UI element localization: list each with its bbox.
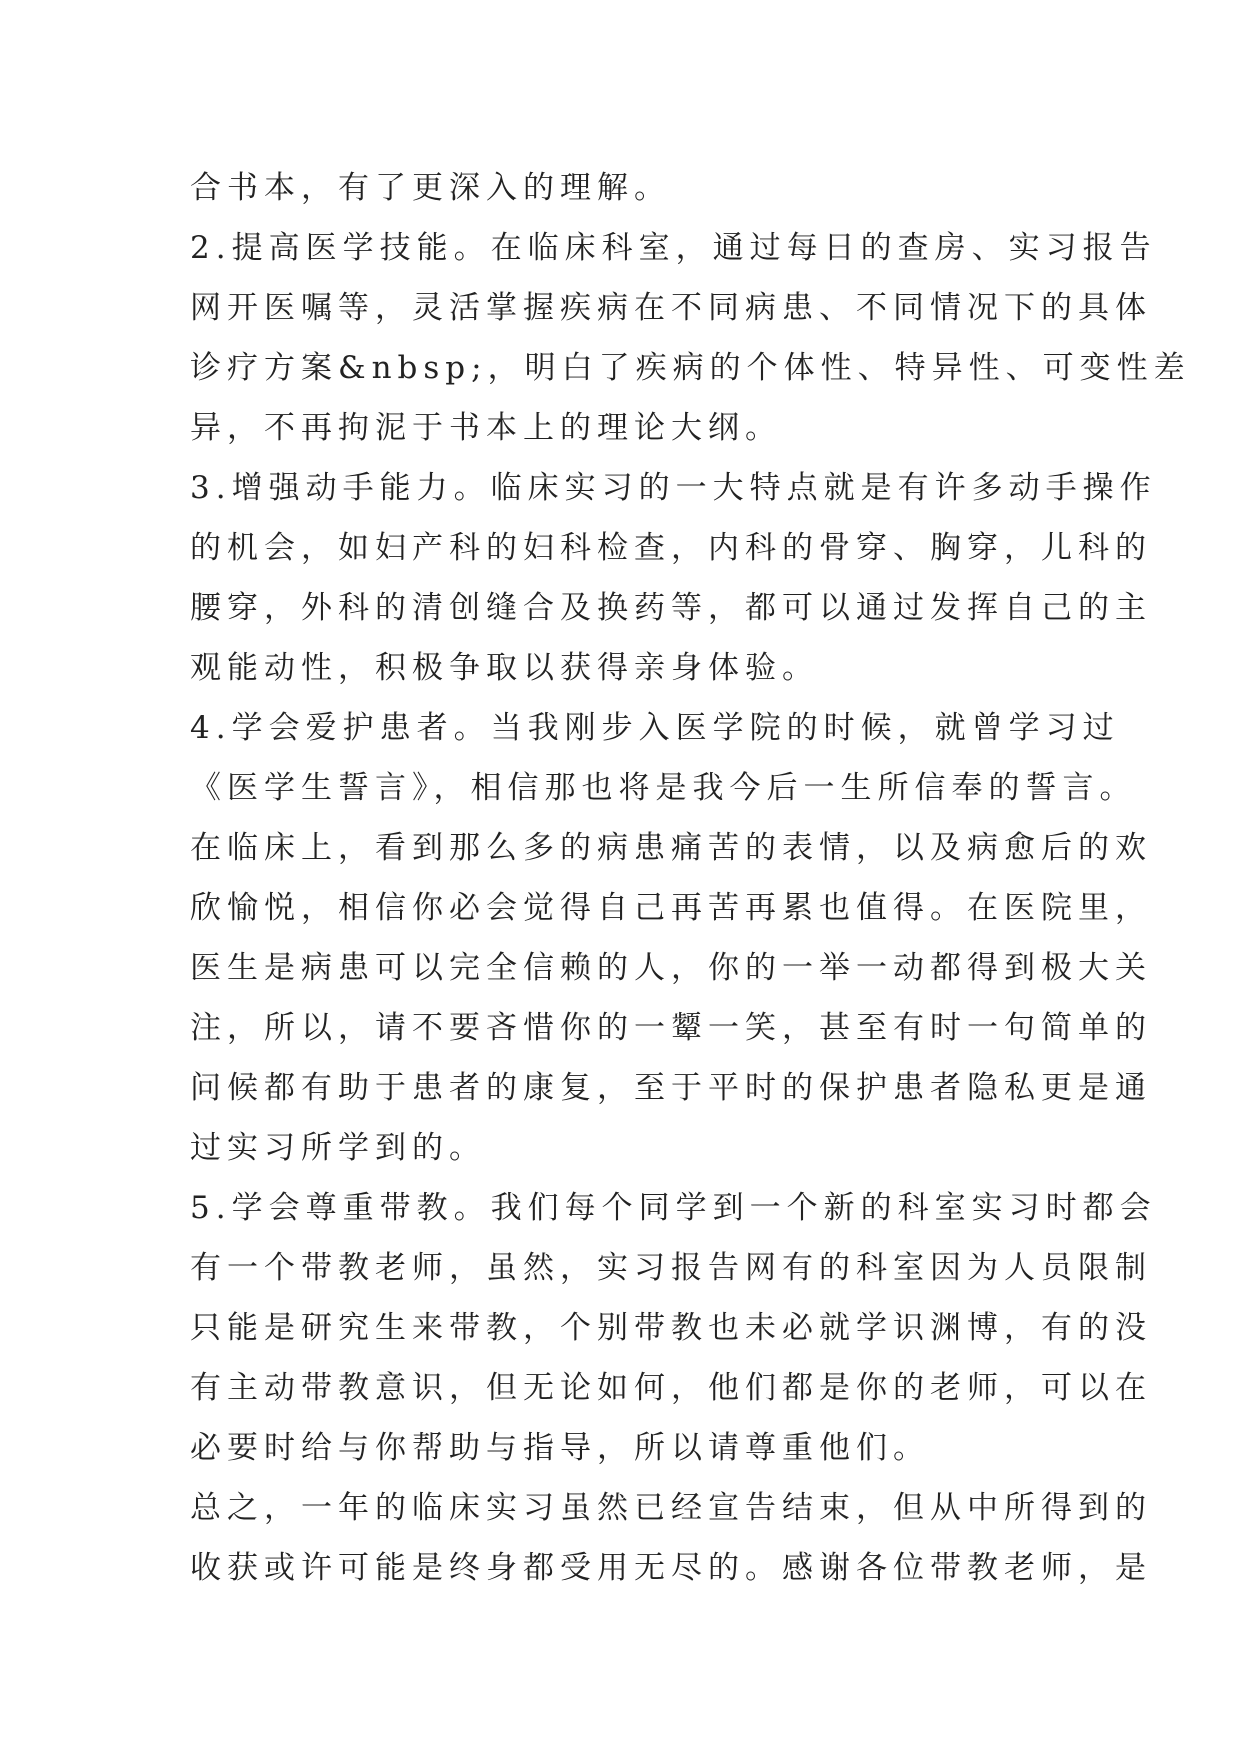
text-line: 诊疗方案&nbsp;，明白了疾病的个体性、特异性、可变性差 [190,350,1191,386]
text-line: 网开医嘱等，灵活掌握疾病在不同病患、不同情况下的具体 [190,290,1152,326]
text-line: 2.提高医学技能。在临床科室，通过每日的查房、实习报告 [190,230,1157,266]
text-line: 有一个带教老师，虽然，实习报告网有的科室因为人员限制 [190,1250,1152,1286]
text-line: 腰穿，外科的清创缝合及换药等，都可以通过发挥自己的主 [190,590,1152,626]
text-line: 有主动带教意识，但无论如何，他们都是你的老师，可以在 [190,1370,1152,1406]
text-line: 4.学会爱护患者。当我刚步入医学院的时候，就曾学习过 [190,710,1120,746]
text-line: 过实习所学到的。 [190,1130,486,1166]
text-line: 总之，一年的临床实习虽然已经宣告结束，但从中所得到的 [190,1490,1152,1526]
text-line: 异，不再拘泥于书本上的理论大纲。 [190,410,782,446]
text-line: 3.增强动手能力。临床实习的一大特点就是有许多动手操作 [190,470,1157,506]
text-line: 的机会，如妇产科的妇科检查，内科的骨穿、胸穿，儿科的 [190,530,1152,566]
text-line: 只能是研究生来带教，个别带教也未必就学识渊博，有的没 [190,1310,1152,1346]
text-line: 收获或许可能是终身都受用无尽的。感谢各位带教老师，是 [190,1550,1152,1586]
text-line: 观能动性，积极争取以获得亲身体验。 [190,650,819,686]
text-line: 问候都有助于患者的康复，至于平时的保护患者隐私更是通 [190,1070,1152,1106]
text-line: 《医学生誓言》，相信那也将是我今后一生所信奉的誓言。 [190,770,1137,806]
text-line: 欣愉悦，相信你必会觉得自己再苦再累也值得。在医院里， [190,890,1152,926]
text-line: 合书本，有了更深入的理解。 [190,170,671,206]
text-line: 在临床上，看到那么多的病患痛苦的表情，以及病愈后的欢 [190,830,1152,866]
text-line: 必要时给与你帮助与指导，所以请尊重他们。 [190,1430,930,1466]
text-line: 5.学会尊重带教。我们每个同学到一个新的科室实习时都会 [190,1190,1157,1226]
body-text [190,158,1191,1598]
text-line: 注，所以，请不要吝惜你的一颦一笑，甚至有时一句简单的 [190,1010,1152,1046]
text-line: 医生是病患可以完全信赖的人，你的一举一动都得到极大关 [190,950,1152,986]
